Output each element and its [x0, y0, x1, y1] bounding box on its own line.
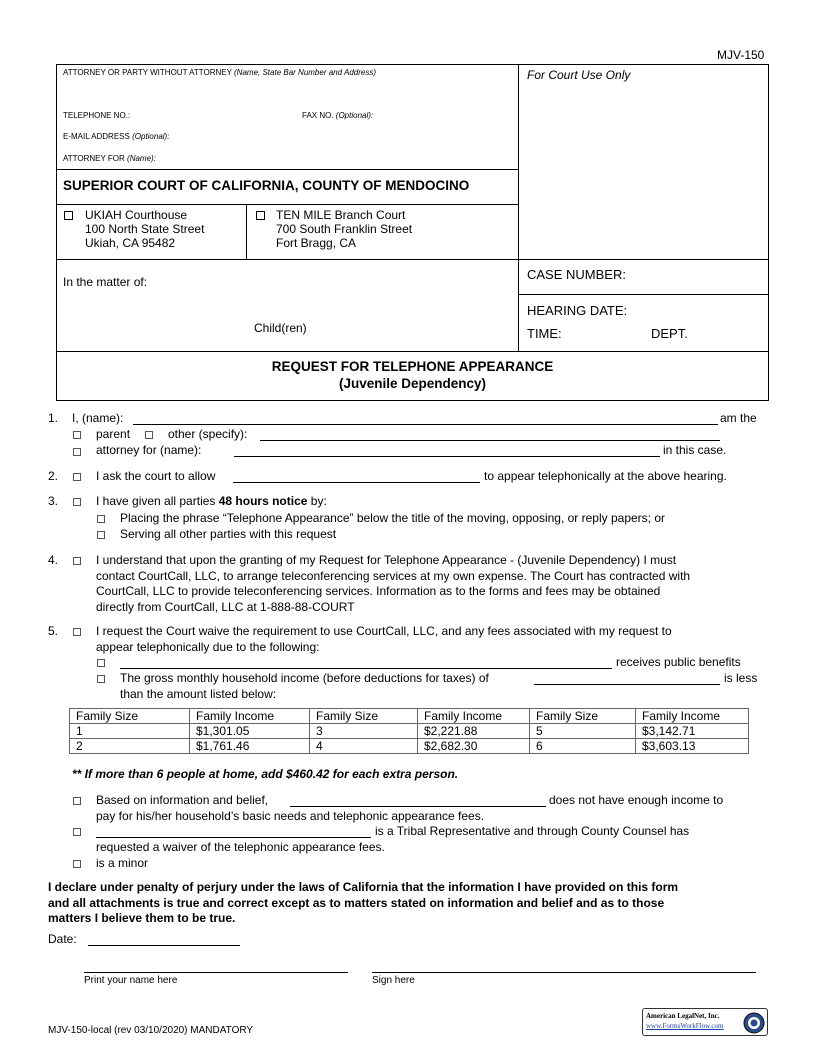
belief-name-field[interactable]: [290, 806, 546, 807]
item5-opt2-line2: than the amount listed below:: [120, 687, 277, 701]
attorney-label: ATTORNEY OR PARTY WITHOUT ATTORNEY (Name, State Bar Number and Address): [63, 68, 376, 77]
table-cell: 6: [530, 739, 636, 754]
item5-number: 5.: [48, 624, 59, 638]
minor-checkbox[interactable]: [73, 860, 81, 868]
item3-opt1-label: Placing the phrase “Telephone Appearance” below the title of the moving, opposing, or reply papers; or: [120, 511, 666, 525]
table-header-cell: Family Income: [418, 709, 530, 724]
item2-number: 2.: [48, 469, 59, 483]
table-row: [70, 739, 749, 754]
item3-opt2-label: Serving all other parties with this request: [120, 527, 337, 541]
other-label: other (specify):: [168, 427, 248, 441]
attorney-label: attorney for (name):: [96, 443, 202, 457]
logo-company: American LegalNet, Inc.: [646, 1012, 720, 1020]
item1-name-field[interactable]: [133, 424, 718, 425]
item1-tail: am the: [720, 411, 757, 425]
attorney-for-label: ATTORNEY FOR (Name):: [63, 154, 156, 163]
item5-opt1-checkbox[interactable]: [97, 659, 105, 667]
table-header-cell: Family Size: [530, 709, 636, 724]
declaration: I declare under penalty of perjury under the laws of California that the information I have provided on this form and all attachments is true and correct except as to matters stated on information and belief and as to those matters I believe them to be true.: [48, 880, 679, 925]
footer-revision: MJV-150-local (rev 03/10/2020) MANDATORY: [48, 1025, 254, 1036]
table-cell: 4: [310, 739, 418, 754]
item5-opt1-tail: receives public benefits: [616, 655, 741, 669]
item4-checkbox[interactable]: [73, 557, 81, 565]
telephone-label: TELEPHONE NO.:: [63, 111, 131, 120]
item2-checkbox[interactable]: [73, 473, 81, 481]
table-cell: $2,682.30: [418, 739, 530, 754]
item3-opt2-checkbox[interactable]: [97, 531, 105, 539]
date-label: Date:: [48, 932, 77, 946]
item2-name-field[interactable]: [233, 482, 480, 483]
print-name-field[interactable]: [84, 972, 348, 973]
item5-benefits-field[interactable]: [120, 668, 612, 669]
table-cell: 5: [530, 724, 636, 739]
children-label: Child(ren): [254, 321, 307, 335]
table-row: [70, 724, 749, 739]
item3-opt1-checkbox[interactable]: [97, 515, 105, 523]
tenmile-courthouse: TEN MILE Branch Court 700 South Franklin Street Fort Bragg, CA: [276, 208, 413, 250]
item5-opt2-text: The gross monthly household income (before deductions for taxes) of: [120, 671, 489, 685]
print-name-label: Print your name here: [84, 975, 178, 986]
item1-text: I, (name):: [72, 411, 124, 425]
item3-text: I have given all parties 48 hours notice by:: [96, 494, 327, 508]
table-cell: $1,761.46: [190, 739, 310, 754]
item4-text: I understand that upon the granting of my Request for Telephone Appearance - (Juvenile Dependency) I must contact CourtCall, LLC, to arrange teleconferencing services at my own expense. The Court has contracted with CourtCall, LLC to provide teleconferencing services. Information as to the forms and fees may be obtained directly from CourtCall, LLC at 1-888-88-COURT: [96, 553, 691, 614]
tribal-line2: requested a waiver of the telephonic appearance fees.: [96, 840, 385, 854]
matter-label: In the matter of:: [63, 275, 148, 289]
fax-label: FAX NO. (Optional):: [302, 111, 374, 120]
sign-here-label: Sign here: [372, 975, 415, 986]
income-table-header: [70, 709, 749, 724]
attorney-for-field[interactable]: [234, 456, 660, 457]
ukiah-checkbox[interactable]: [64, 211, 73, 220]
table-header-cell: Family Income: [636, 709, 749, 724]
table-cell: $3,603.13: [636, 739, 749, 754]
other-specify-field[interactable]: [260, 440, 720, 441]
parent-label: parent: [96, 427, 131, 441]
table-cell: $3,142.71: [636, 724, 749, 739]
dept-label: DEPT.: [651, 326, 688, 341]
item5-income-field[interactable]: [534, 684, 720, 685]
in-this-case-label: in this case.: [663, 443, 727, 457]
table-cell: $2,221.88: [418, 724, 530, 739]
email-label: E-MAIL ADDRESS (Optional):: [63, 132, 170, 141]
item5-opt2-tail: is less: [724, 671, 758, 685]
item3-number: 3.: [48, 494, 59, 508]
tribal-tail: is a Tribal Representative and through County Counsel has: [375, 824, 690, 838]
item3-checkbox[interactable]: [73, 498, 81, 506]
court-name: SUPERIOR COURT OF CALIFORNIA, COUNTY OF MENDOCINO: [63, 178, 470, 193]
table-cell: 3: [310, 724, 418, 739]
item1-number: 1.: [48, 411, 59, 425]
table-cell: 1: [70, 724, 190, 739]
table-header-cell: Family Income: [190, 709, 310, 724]
item5-checkbox[interactable]: [73, 628, 81, 636]
court-use-label: For Court Use Only: [527, 68, 631, 82]
attorney-checkbox[interactable]: [73, 448, 81, 456]
form-id: MJV-150: [717, 48, 765, 62]
legalnet-logo: [642, 1008, 768, 1036]
form-title: REQUEST FOR TELEPHONE APPEARANCE (Juvenile Dependency): [271, 359, 554, 391]
item4-number: 4.: [48, 553, 59, 567]
income-table: [69, 708, 749, 754]
table-header-cell: Family Size: [70, 709, 190, 724]
parent-checkbox[interactable]: [73, 431, 81, 439]
belief-tail: does not have enough income to: [549, 793, 724, 807]
belief-text: Based on information and belief,: [96, 793, 269, 807]
table-cell: $1,301.05: [190, 724, 310, 739]
item2-text: I ask the court to allow: [96, 469, 216, 483]
case-number-label: CASE NUMBER:: [527, 267, 626, 282]
table-cell: 2: [70, 739, 190, 754]
tenmile-checkbox[interactable]: [256, 211, 265, 220]
belief-checkbox[interactable]: [73, 797, 81, 805]
table-header-cell: Family Size: [310, 709, 418, 724]
tribal-name-field[interactable]: [96, 837, 371, 838]
belief-line2: pay for his/her household’s basic needs and telephonic appearance fees.: [96, 809, 485, 823]
signature-field[interactable]: [372, 972, 756, 973]
minor-label: is a minor: [96, 856, 149, 870]
item5-opt2-checkbox[interactable]: [97, 675, 105, 683]
hearing-date-label: HEARING DATE:: [527, 303, 628, 318]
other-checkbox[interactable]: [145, 431, 153, 439]
time-label: TIME:: [527, 326, 562, 341]
logo-url[interactable]: www.FormsWorkFlow.com: [646, 1022, 724, 1030]
extra-person-note: ** If more than 6 people at home, add $460.42 for each extra person.: [72, 767, 459, 781]
item5-text: I request the Court waive the requirement to use CourtCall, LLC, and any fees associated with my request to appear telephonically due to the following:: [96, 624, 672, 654]
logo-globe-icon: [743, 1012, 765, 1034]
ukiah-courthouse: UKIAH Courthouse 100 North State Street Ukiah, CA 95482: [85, 208, 205, 250]
item2-tail: to appear telephonically at the above hearing.: [484, 469, 727, 483]
date-field[interactable]: [88, 945, 240, 946]
tribal-checkbox[interactable]: [73, 828, 81, 836]
